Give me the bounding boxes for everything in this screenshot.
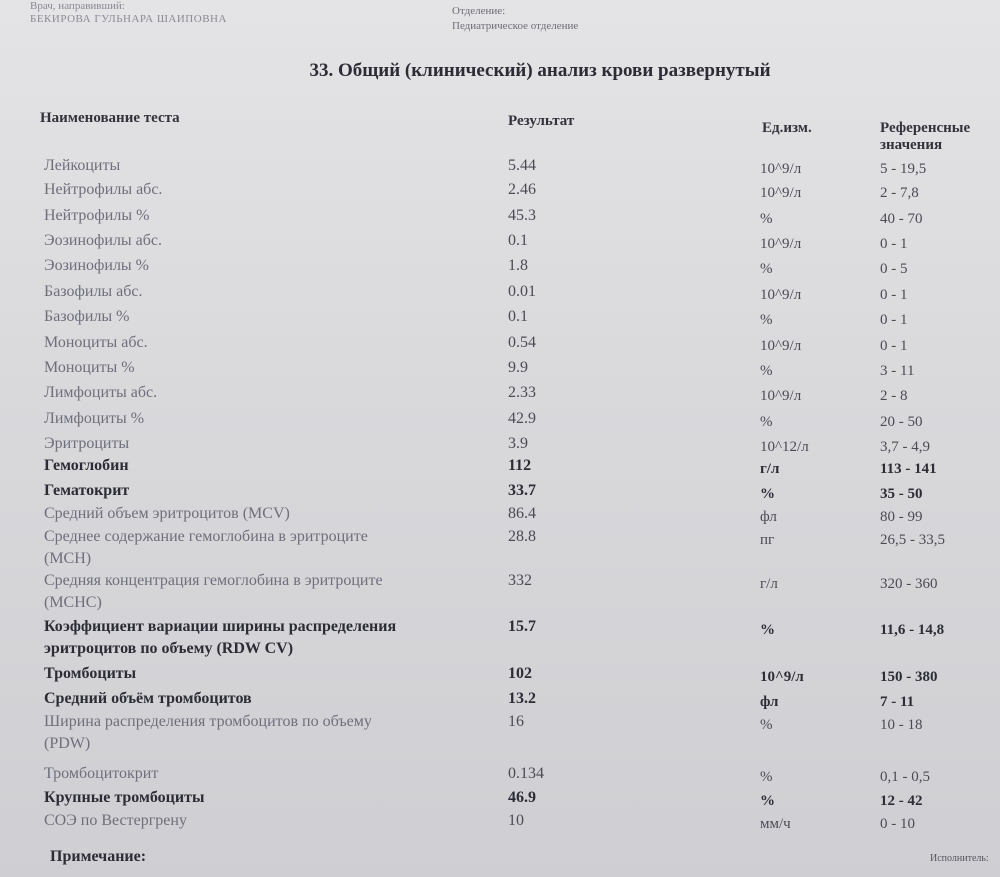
test-name: Эозинофилы абс. bbox=[44, 232, 163, 249]
reference-range: 320 - 360 bbox=[880, 576, 938, 592]
unit-value: 10^9/л bbox=[760, 388, 802, 404]
unit-value: % bbox=[760, 261, 773, 277]
unit-value: пг bbox=[760, 532, 775, 548]
test-name-continued: (MCH) bbox=[44, 550, 92, 567]
reference-range: 2 - 8 bbox=[880, 388, 908, 404]
result-value: 46.9 bbox=[508, 789, 536, 806]
reference-range: 2 - 7,8 bbox=[880, 185, 919, 201]
unit-value: г/л bbox=[760, 576, 778, 592]
test-name: Гемоглобин bbox=[44, 457, 129, 474]
column-header-name: Наименование теста bbox=[40, 110, 180, 126]
test-name: Лейкоциты bbox=[44, 157, 121, 174]
reference-range: 0 - 1 bbox=[880, 287, 908, 303]
executor-label: Исполнитель: bbox=[930, 853, 989, 864]
test-name-continued: (MCHC) bbox=[44, 594, 102, 611]
unit-value: % bbox=[760, 769, 773, 785]
test-name: Средняя концентрация гемоглобина в эритроците bbox=[44, 572, 383, 589]
report-title: 33. Общий (клинический) анализ крови развернутый bbox=[309, 60, 771, 81]
result-value: 3.9 bbox=[508, 435, 528, 452]
doctor-name: БЕКИРОВА ГУЛЬНАРА ШАИПОВНА bbox=[30, 13, 227, 25]
unit-value: 10^9/л bbox=[760, 669, 804, 685]
result-value: 5.44 bbox=[508, 157, 536, 174]
test-name: Тромбоциты bbox=[44, 665, 137, 682]
result-value: 33.7 bbox=[508, 482, 536, 499]
reference-range: 0 - 1 bbox=[880, 236, 908, 252]
unit-value: % bbox=[760, 211, 773, 227]
result-value: 10 bbox=[508, 812, 524, 829]
result-value: 13.2 bbox=[508, 690, 536, 707]
test-name: Базофилы % bbox=[44, 308, 130, 325]
result-value: 9.9 bbox=[508, 359, 528, 376]
unit-value: % bbox=[760, 486, 775, 502]
reference-range: 3 - 11 bbox=[880, 363, 915, 379]
unit-value: 10^9/л bbox=[760, 236, 802, 252]
reference-header-line2: значения bbox=[880, 137, 943, 153]
unit-value: 10^9/л bbox=[760, 161, 802, 177]
unit-value: % bbox=[760, 312, 773, 328]
test-name: Моноциты % bbox=[44, 359, 135, 376]
result-value: 332 bbox=[508, 572, 532, 589]
test-name: Средний объём тромбоцитов bbox=[44, 690, 252, 707]
unit-value: фл bbox=[760, 694, 779, 710]
unit-value: % bbox=[760, 622, 775, 638]
result-value: 45.3 bbox=[508, 207, 536, 224]
result-value: 42.9 bbox=[508, 410, 536, 427]
reference-range: 3,7 - 4,9 bbox=[880, 439, 930, 455]
unit-value: % bbox=[760, 363, 773, 379]
unit-value: мм/ч bbox=[760, 816, 791, 832]
test-name-continued: (PDW) bbox=[44, 735, 91, 752]
test-name: Гематокрит bbox=[44, 482, 130, 499]
reference-range: 0 - 10 bbox=[880, 816, 915, 832]
result-value: 0.1 bbox=[508, 308, 528, 325]
unit-value: % bbox=[760, 717, 773, 733]
test-name: Среднее содержание гемоглобина в эритроците bbox=[44, 528, 368, 545]
test-name: Средний объем эритроцитов (MCV) bbox=[44, 505, 290, 522]
reference-range: 7 - 11 bbox=[880, 694, 915, 710]
unit-value: % bbox=[760, 414, 773, 430]
unit-value: 10^9/л bbox=[760, 287, 802, 303]
reference-range: 10 - 18 bbox=[880, 717, 923, 733]
result-value: 112 bbox=[508, 457, 532, 474]
reference-range: 20 - 50 bbox=[880, 414, 923, 430]
test-name: Тромбоцитокрит bbox=[44, 765, 159, 782]
test-name: Нейтрофилы % bbox=[44, 207, 150, 224]
column-header-unit: Ед.изм. bbox=[762, 120, 812, 136]
note-label: Примечание: bbox=[50, 848, 147, 865]
unit-value: 10^12/л bbox=[760, 439, 809, 455]
result-value: 1.8 bbox=[508, 257, 528, 274]
test-name: Ширина распределения тромбоцитов по объему bbox=[44, 713, 372, 730]
reference-range: 150 - 380 bbox=[880, 669, 938, 685]
column-header-result: Результат bbox=[508, 113, 575, 129]
reference-range: 0 - 5 bbox=[880, 261, 908, 277]
result-value: 15.7 bbox=[508, 618, 536, 635]
result-value: 2.33 bbox=[508, 384, 536, 401]
test-name: Эозинофилы % bbox=[44, 257, 149, 274]
referring-doctor bbox=[30, 0, 227, 26]
test-name: Базофилы абс. bbox=[44, 283, 143, 300]
result-value: 0.1 bbox=[508, 232, 528, 249]
unit-value: г/л bbox=[760, 461, 780, 477]
reference-range: 80 - 99 bbox=[880, 509, 923, 525]
test-name: Моноциты абс. bbox=[44, 334, 148, 351]
reference-range: 0,1 - 0,5 bbox=[880, 769, 930, 785]
result-value: 0.134 bbox=[508, 765, 544, 782]
result-value: 102 bbox=[508, 665, 532, 682]
test-name-continued: эритроцитов по объему (RDW CV) bbox=[44, 640, 294, 657]
reference-header-line1: Референсные bbox=[880, 120, 971, 136]
unit-value: % bbox=[760, 793, 775, 809]
reference-range: 5 - 19,5 bbox=[880, 161, 927, 177]
test-name: Лимфоциты % bbox=[44, 410, 145, 427]
result-value: 0.01 bbox=[508, 283, 536, 300]
column-header-reference bbox=[880, 120, 970, 154]
reference-range: 113 - 141 bbox=[880, 461, 937, 477]
result-value: 28.8 bbox=[508, 528, 536, 545]
reference-range: 0 - 1 bbox=[880, 312, 908, 328]
department-label: Отделение: bbox=[452, 5, 506, 17]
result-value: 86.4 bbox=[508, 505, 536, 522]
reference-range: 11,6 - 14,8 bbox=[880, 622, 945, 638]
reference-range: 12 - 42 bbox=[880, 793, 923, 809]
test-name: Эритроциты bbox=[44, 435, 130, 452]
result-value: 16 bbox=[508, 713, 524, 730]
doctor-label: Врач, направивший: bbox=[30, 0, 125, 12]
test-name: СОЭ по Вестергрену bbox=[44, 812, 187, 829]
department-name: Педиатрическое отделение bbox=[452, 20, 579, 32]
result-value: 0.54 bbox=[508, 334, 536, 351]
result-value: 2.46 bbox=[508, 181, 536, 198]
test-name: Коэффициент вариации ширины распределения bbox=[44, 618, 397, 635]
unit-value: 10^9/л bbox=[760, 185, 802, 201]
test-name: Нейтрофилы абс. bbox=[44, 181, 163, 198]
test-name: Лимфоциты абс. bbox=[44, 384, 158, 401]
reference-range: 26,5 - 33,5 bbox=[880, 532, 945, 548]
reference-range: 0 - 1 bbox=[880, 338, 908, 354]
unit-value: фл bbox=[760, 509, 777, 525]
test-name: Крупные тромбоциты bbox=[44, 789, 205, 806]
unit-value: 10^9/л bbox=[760, 338, 802, 354]
reference-range: 40 - 70 bbox=[880, 211, 923, 227]
reference-range: 35 - 50 bbox=[880, 486, 923, 502]
department bbox=[452, 4, 578, 34]
